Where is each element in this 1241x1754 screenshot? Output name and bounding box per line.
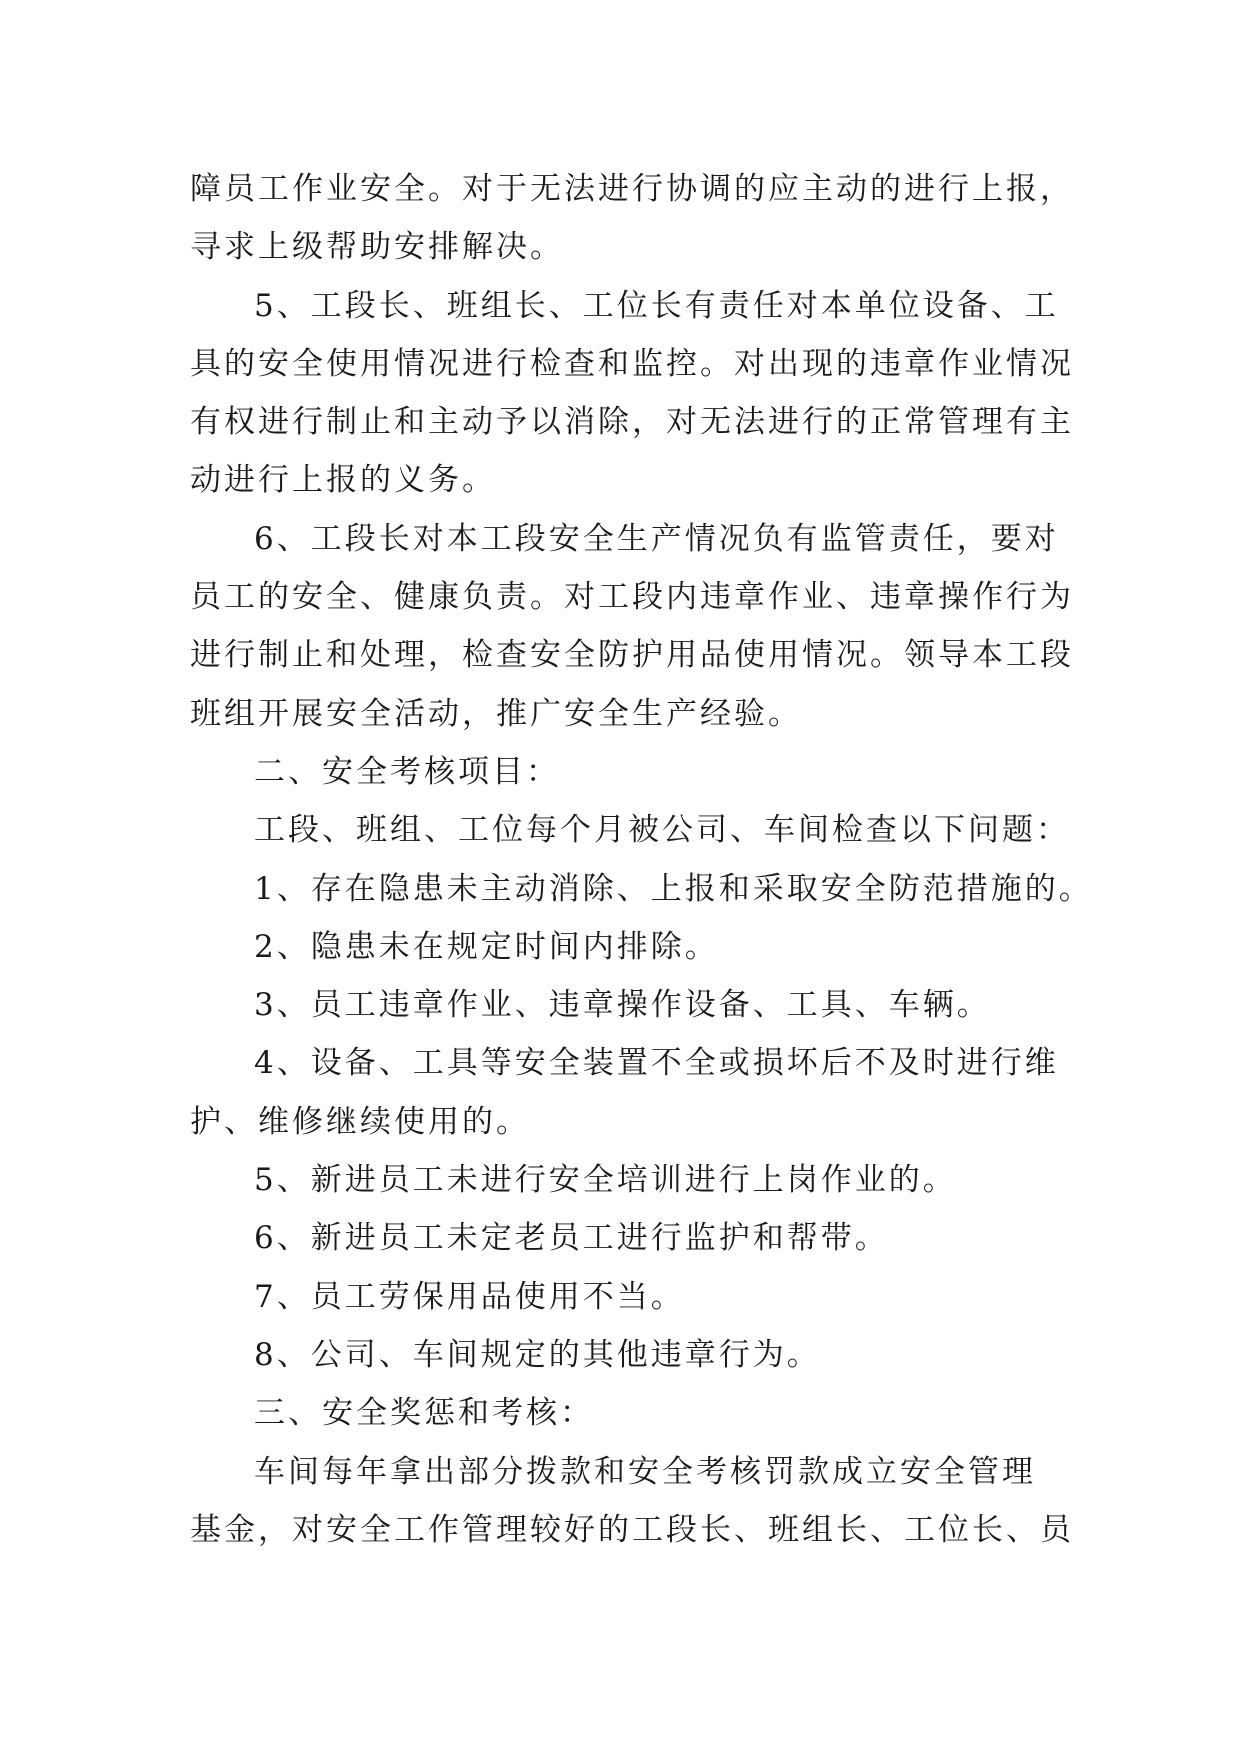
text-line: 员工的安全、健康负责。对工段内违章作业、违章操作行为 (190, 579, 1074, 616)
text-line: 寻求上级帮助安排解决。 (190, 229, 564, 266)
section-heading: 三、安全奖惩和考核： (254, 1395, 594, 1432)
text-line: 5、工段长、班组长、工位长有责任对本单位设备、工 (254, 287, 1059, 324)
text-line: 基金，对安全工作管理较好的工段长、班组长、工位长、员 (190, 1511, 1074, 1548)
text-line: 工段、班组、工位每个月被公司、车间检查以下问题： (254, 812, 1070, 849)
list-item: 2、隐患未在规定时间内排除。 (254, 928, 719, 965)
list-item: 6、新进员工未定老员工进行监护和帮带。 (254, 1220, 889, 1257)
list-item: 5、新进员工未进行安全培训进行上岗作业的。 (254, 1162, 957, 1199)
list-item: 3、员工违章作业、违章操作设备、工具、车辆。 (254, 987, 991, 1024)
text-line: 动进行上报的义务。 (190, 462, 496, 499)
text-line: 护、维修继续使用的。 (190, 1103, 530, 1140)
document-body (190, 160, 1093, 1559)
text-line: 有权进行制止和主动予以消除，对无法进行的正常管理有主 (190, 404, 1074, 441)
list-item: 4、设备、工具等安全装置不全或损坏后不及时进行维 (254, 1045, 1059, 1082)
text-line: 具的安全使用情况进行检查和监控。对出现的违章作业情况 (190, 345, 1074, 382)
text-line: 车间每年拿出部分拨款和安全考核罚款成立安全管理 (254, 1453, 1036, 1490)
text-line: 6、工段长对本工段安全生产情况负有监管责任，要对 (254, 520, 1059, 557)
text-line: 进行制止和处理，检查安全防护用品使用情况。领导本工段 (190, 637, 1074, 674)
section-heading: 二、安全考核项目： (254, 753, 560, 790)
list-item: 8、公司、车间规定的其他违章行为。 (254, 1336, 821, 1373)
list-item: 1、存在隐患未主动消除、上报和采取安全防范措施的。 (254, 870, 1093, 907)
text-line: 障员工作业安全。对于无法进行协调的应主动的进行上报， (190, 171, 1074, 207)
text-line: 班组开展安全活动，推广安全生产经验。 (190, 695, 802, 732)
list-item: 7、员工劳保用品使用不当。 (254, 1278, 685, 1315)
